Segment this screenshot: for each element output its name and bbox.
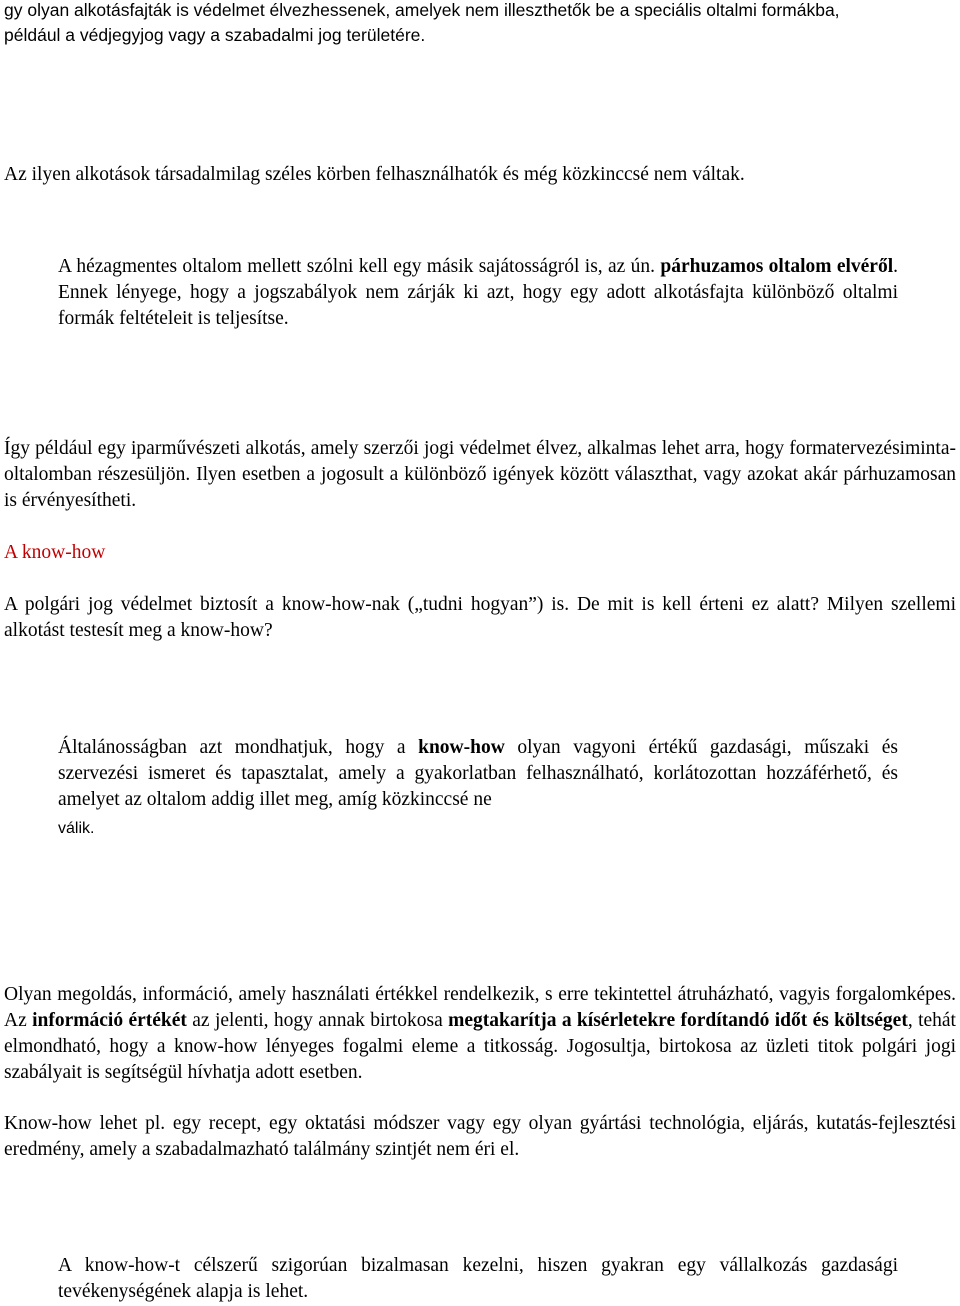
paragraph-confidentiality: A know-how-t célszerű szigorúan bizalmasan kezelni, hiszen gyakran egy vállalkozás gazdasági tevékenységének alapja is lehet. bbox=[58, 1255, 898, 1302]
text-run: Általánosságban azt mondhatjuk, hogy a bbox=[58, 737, 419, 758]
bold-term-know-how: know-how bbox=[418, 737, 505, 758]
section-heading-know-how: A know-how bbox=[4, 542, 106, 563]
text-run: . Ennek lényege, hogy a jogszabályok nem zárják ki azt, hogy egy adott alkotásfajta különböző oltalmi formák feltételeit is teljesítse. bbox=[58, 256, 898, 329]
paragraph-know-how-question: A polgári jog védelmet biztosít a know-how-nak („tudni hogyan”) is. De mit is kell érteni ez alatt? Milyen szellemi alkotást testesít meg a know-how? bbox=[4, 594, 956, 641]
paragraph-information-value bbox=[4, 982, 956, 1086]
paragraph-know-how-definition bbox=[58, 735, 898, 813]
paragraph-know-how-examples: Know-how lehet pl. egy recept, egy oktatási módszer vagy egy olyan gyártási technológia, eljárás, kutatás-fejlesztési eredmény, amely a szabadalmazható találmány szintjét nem éri el. bbox=[4, 1113, 956, 1160]
text-run: olyan vagyoni értékű gazdasági, műszaki és szervezési ismeret és tapasztalat, amely a gyakorlatban felhasználható, korlátozottan hozzáférhető, és amelyet az oltalom addig illet meg, amíg közkinccsé ne bbox=[58, 737, 898, 810]
text-run: az jelenti, hogy annak birtokosa bbox=[186, 1010, 449, 1031]
bold-term-information-value: információ értékét bbox=[32, 1010, 187, 1031]
paragraph-definition-last-word: válik. bbox=[58, 820, 95, 837]
text-run: , tehát elmondható, hogy a know-how lényeges fogalmi eleme a titkosság. Jogosultja, birtokosa az üzleti titok polgári jogi szabályait is segítségül hívhatja adott esetben. bbox=[4, 1010, 956, 1083]
paragraph-parallel-protection bbox=[58, 254, 898, 332]
paragraph-applied-art-example: Így például egy iparművészeti alkotás, amely szerzői jogi védelmet élvez, alkalmas lehet arra, hogy formatervezésiminta-oltalomban részesüljön. Ilyen esetben a jogosult a különböző igények között választhat, vagy azokat akár párhuzamosan is érvényesítheti. bbox=[4, 438, 956, 511]
bold-term-saves-time-cost: megtakarítja a kísérletekre fordítandó időt és költséget bbox=[448, 1010, 908, 1031]
text-run: Olyan megoldás, információ, amely használati értékkel rendelkezik, s erre tekintettel átruházható, vagyis forgalomképes. Az bbox=[4, 984, 956, 1031]
paragraph-widely-usable: Az ilyen alkotások társadalmilag széles körben felhasználhatók és még közkinccsé nem váltak. bbox=[4, 164, 745, 185]
text-run: A hézagmentes oltalom mellett szólni kell egy másik sajátosságról is, az ún. bbox=[58, 256, 661, 277]
paragraph-intro-continuation: gy olyan alkotásfajták is védelmet élvezhessenek, amelyek nem illeszthetők be a speciális oltalmi formákba, például a védjegyjog vagy a szabadalmi jog területére. bbox=[4, 0, 840, 45]
bold-term-parallel-protection: párhuzamos oltalom elvéről bbox=[660, 256, 894, 277]
